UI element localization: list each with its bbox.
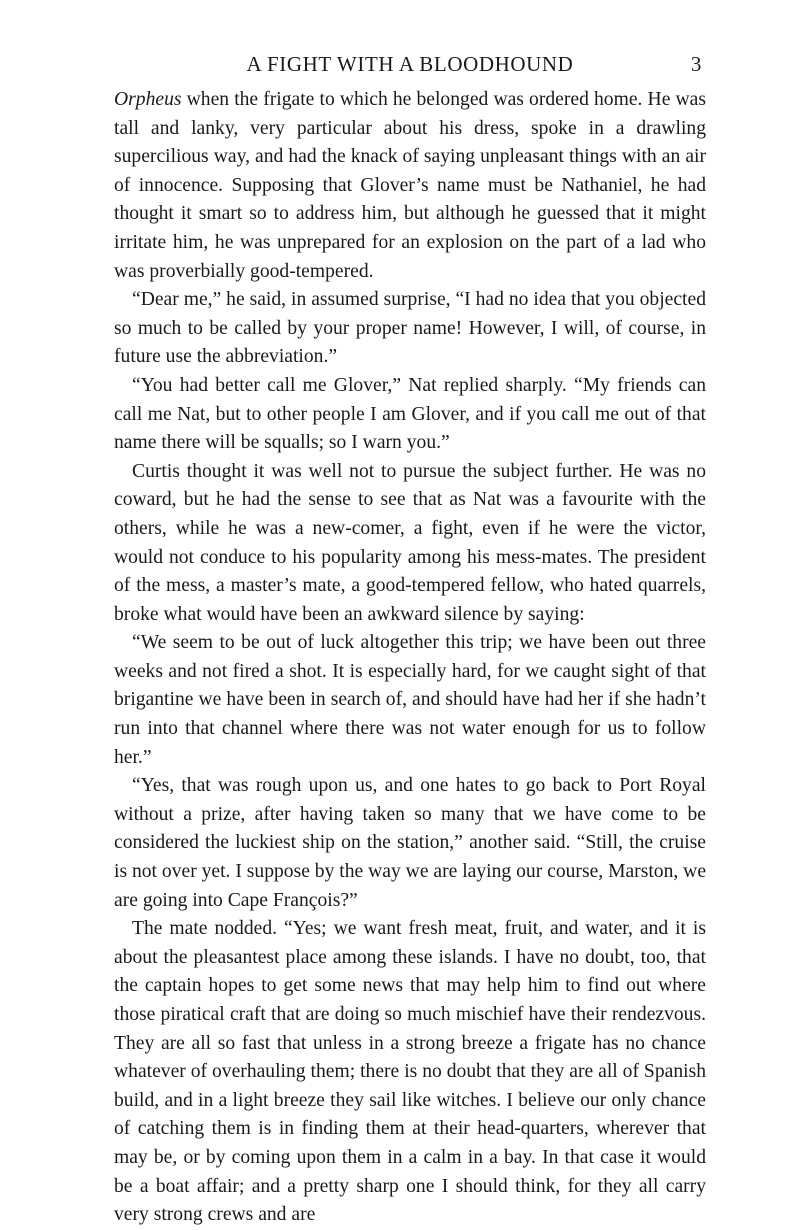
paragraph: “Yes, that was rough upon us, and one hates to go back to Port Royal without a prize, after having taken so many that we have come to be considered the luckiest ship on the station,” another said. “Still, the cruise is not over yet. I suppose by the way we are laying our course, Marston, we are going into Cape François?”: [114, 775, 707, 911]
body-text: [114, 86, 706, 1230]
page-number: 3: [690, 52, 702, 76]
paragraph: The mate nodded. “Yes; we want fresh meat, fruit, and water, and it is about the pleasantest place among these islands. I have no doubt, too, that the captain hopes to get some news that may help him to find out where those piratical craft that are doing so much mischief have their rendezvous. They are all so fast that unless in a strong breeze a frigate has no chance whatever of overhauling them; there is no doubt that they are all of Spanish build, and in a light breeze they sail like witches. I believe our only chance of catching them is in finding them at their head-quarters, wherever that may be, or by coming upon them in a calm in a bay. In that case it would be a boat affair; and a pretty sharp one I should think, for they all carry very strong crews and are: [114, 918, 706, 1226]
book-page: [114, 52, 706, 1230]
paragraph-text: when the frigate to which he belonged was ordered home. He was tall and lanky, very particular about his dress, spoke in a drawling supercilious way, and had the knack of saying unpleasant things with an air of innocence. Supposing that Glover’s name must be Nathaniel, he had thought it smart so to address him, but although he guessed that it might irritate him, he was unprepared for an explosion on the part of a lad who was proverbially good-tempered.: [114, 89, 706, 282]
running-header: [114, 52, 706, 86]
paragraph: “You had better call me Glover,” Nat replied sharply. “My friends can call me Nat, but to other people I am Glover, and if you call me out of that name there will be squalls; so I warn you.”: [114, 374, 706, 454]
chapter-title: A FIGHT WITH A BLOODHOUND: [246, 52, 574, 76]
paragraph: [114, 86, 706, 286]
paragraph: “Dear me,” he said, in assumed surprise, “I had no idea that you objected so much to be called by your proper name! However, I will, of course, in future use the abbreviation.”: [114, 289, 706, 368]
ship-name: Orpheus: [114, 89, 182, 110]
paragraph: Curtis thought it was well not to pursue the subject further. He was no coward, but he had the sense to see that as Nat was a favourite with the others, while he was a new-comer, a fight, even if he were the victor, would not conduce to his popularity among his mess-mates. The president of the mess, a master’s mate, a good-tempered fellow, who hated quarrels, broke what would have been an awkward silence by saying:: [114, 460, 706, 625]
paragraph: “We seem to be out of luck altogether this trip; we have been out three weeks and not fired a shot. It is especially hard, for we caught sight of that brigantine we have been in search of, and should have had her if she hadn’t run into that channel where there was not water enough for us to follow her.”: [114, 632, 706, 768]
